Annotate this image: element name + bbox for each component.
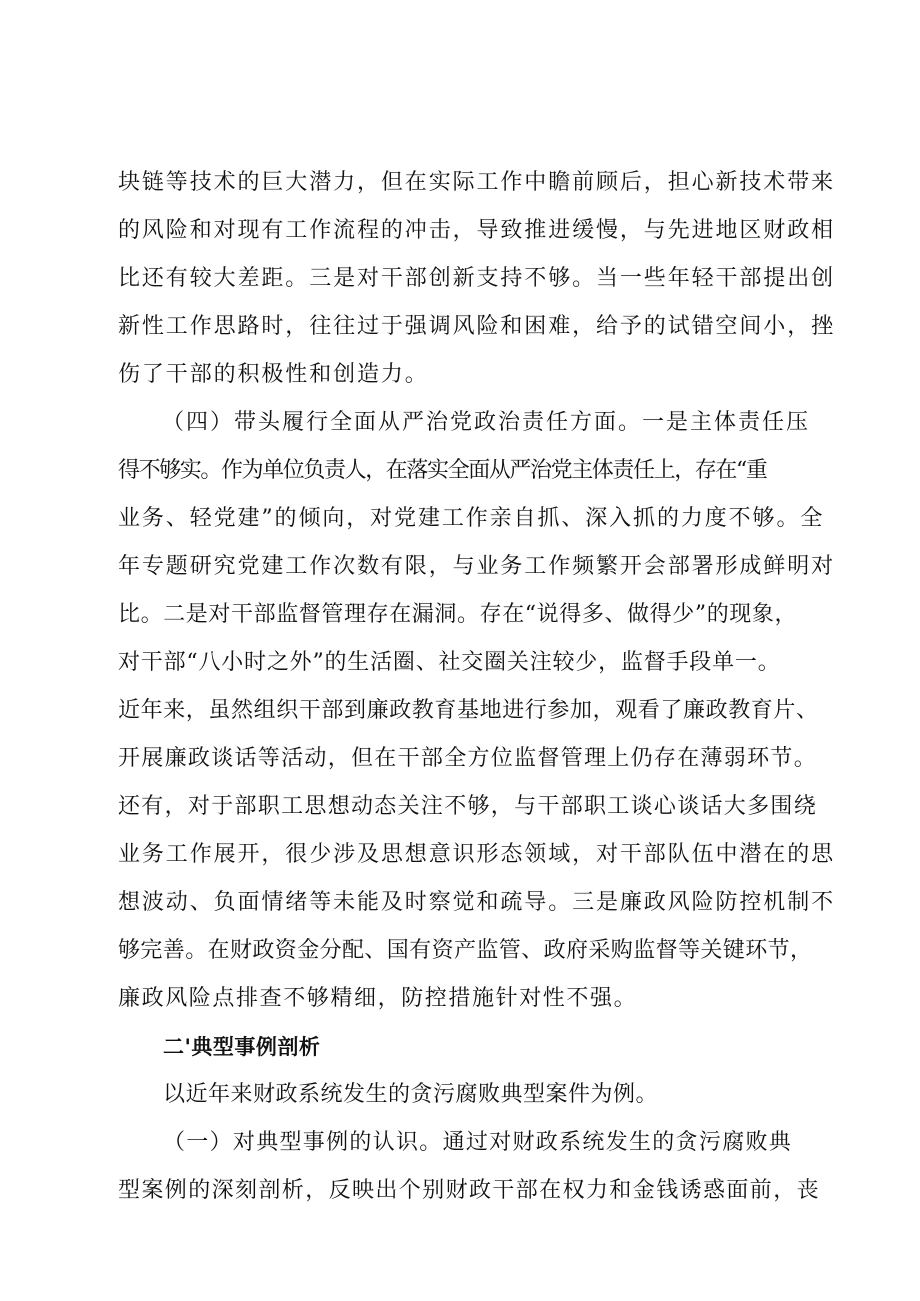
- paragraph-line: 年专题研究党建工作次数有限，与业务工作频繁开会部署形成鲜明对: [118, 554, 836, 579]
- paragraph-line: 以近年来财政系统发生的贪污腐败典型案件为例。: [163, 1082, 659, 1107]
- paragraph-line: 业务工作展开，很少涉及思想意识形态领域，对干部队伍中潜在的思: [118, 842, 836, 867]
- paragraph-line: 开展廉政谈话等活动，但在干部全方位监督管理上仍存在薄弱环节。: [118, 746, 818, 771]
- paragraph-line: 型案例的深刻剖析，反映出个别财政干部在权力和金钱诱惑面前，丧: [118, 1178, 821, 1203]
- paragraph-line: 比还有较大差距。三是对干部创新支持不够。当一些年轻干部提出创: [118, 266, 836, 291]
- section-2-heading: 二'典型事例剖析: [163, 1035, 321, 1059]
- paragraph-line: 块链等技术的巨大潜力，但在实际工作中瞻前顾后，担心新技术带来: [118, 170, 836, 195]
- paragraph-line: 廉政风险点排查不够精细，防控措施针对性不强。: [118, 986, 638, 1011]
- paragraph-line: 想波动、负面情绪等未能及时察觉和疏导。三是廉政风险防控机制不: [118, 890, 836, 915]
- paragraph-line: 近年来，虽然组织干部到廉政教育基地进行参加，观看了廉政教育片、: [118, 698, 819, 723]
- paragraph-line: 新性工作思路时，往往过于强调风险和困难，给予的试错空间小，挫: [118, 314, 836, 339]
- paragraph-line: 的风险和对现有工作流程的冲击，导致推进缓慢，与先进地区财政相: [118, 218, 836, 243]
- paragraph-line: 够完善。在财政资金分配、国有资产监管、政府采购监督等关键环节，: [118, 938, 813, 963]
- paragraph-line: 对干部“八小时之外”的生活圈、社交圈关注较少，监督手段单一。: [118, 650, 781, 675]
- paragraph-line: 得不够实。作为单位负责人，在落实全面从严治党主体责任上，存在“重: [118, 458, 767, 483]
- subsection-1-heading-line: （一）对典型事例的认识。通过对财政系统发生的贪污腐败典: [163, 1130, 793, 1155]
- paragraph-line: 还有，对于部职工思想动态关注不够，与干部职工谈心谈话大多围绕: [118, 794, 818, 819]
- paragraph-line: 伤了干部的积极性和创造力。: [118, 362, 429, 387]
- section-4-heading-line: （四）带头履行全面从严治党政治责任方面。一是主体责任压: [162, 410, 811, 435]
- paragraph-line: 业务、轻党建”的倾向，对党建工作亲自抓、深入抓的力度不够。全: [118, 506, 825, 531]
- paragraph-line: 比。二是对干部监督管理存在漏洞。存在“说得多、做得少”的现象，: [118, 602, 798, 627]
